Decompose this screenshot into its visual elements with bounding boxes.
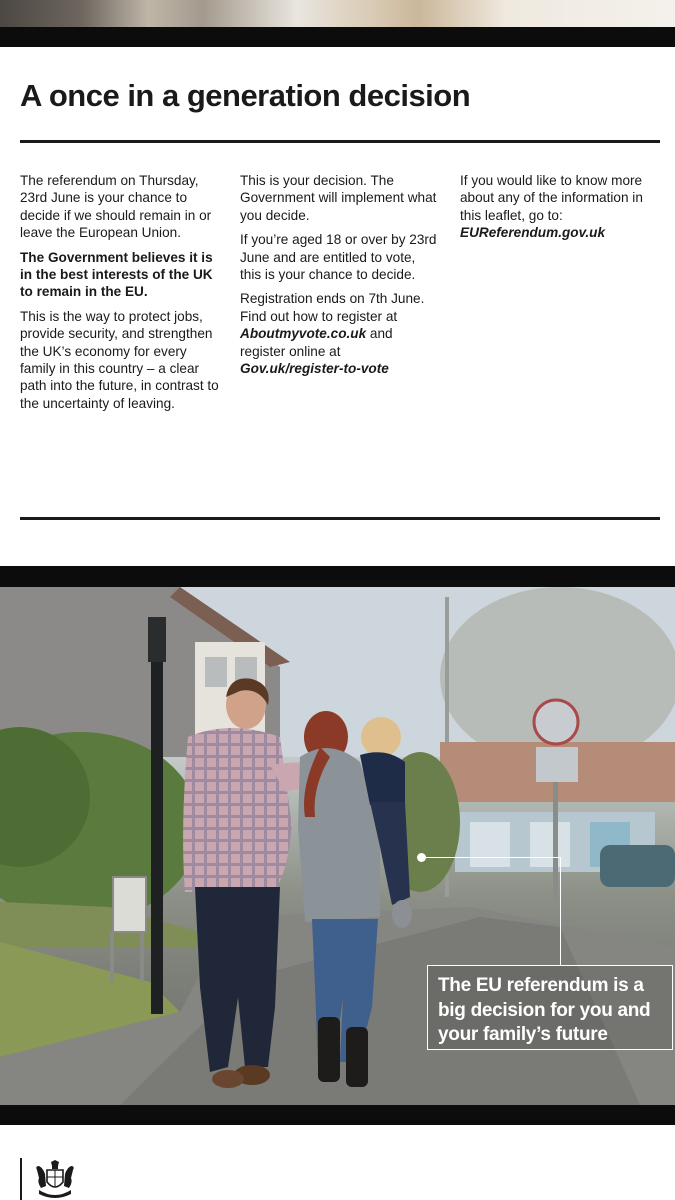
photo-caption: The EU referendum is a big decision for you and your family’s future	[427, 965, 673, 1050]
col3-paragraph-1	[460, 172, 660, 242]
col2-register-online-text: and register online at	[240, 326, 393, 359]
col1-paragraph-2: The Government believes it is in the best interests of the UK to remain in the EU.	[20, 249, 213, 300]
column-3	[460, 172, 660, 249]
col1-paragraph-1: The referendum on Thursday, 23rd June is your chance to decide if we should remain in or leave the European Union.	[20, 173, 212, 241]
column-1	[20, 172, 220, 419]
black-band-middle	[0, 566, 675, 587]
black-band-top	[0, 27, 675, 47]
top-rule	[20, 140, 660, 143]
page-title: A once in a generation decision	[20, 78, 471, 113]
register-to-vote-link[interactable]: Gov.uk/register-to-vote	[240, 361, 389, 377]
col1-paragraph-3: This is the way to protect jobs, provide security, and strengthen the UK’s economy for every family in this country – a clear path into the future, in contrast to the uncertainty of leaving.	[20, 308, 219, 411]
col2-paragraph-1: This is your decision. The Government will implement what you decide.	[240, 173, 437, 223]
aboutmyvote-link[interactable]: Aboutmyvote.co.uk	[240, 326, 367, 342]
col3-info-text: If you would like to know more about any of the information in this leaflet, go to:	[460, 173, 643, 223]
footer-divider	[20, 1158, 22, 1200]
bottom-rule	[20, 517, 660, 520]
eureferendum-link[interactable]: EUReferendum.gov.uk	[460, 225, 606, 241]
caption-pointer-line	[421, 857, 561, 858]
col2-paragraph-3	[240, 290, 440, 377]
col2-registration-text: Registration ends on 7th June. Find out how to register at	[240, 291, 425, 324]
top-photo-strip	[0, 0, 675, 27]
col2-paragraph-2: If you’re aged 18 or over by 23rd June and are entitled to vote, this is your chance to decide.	[240, 232, 437, 283]
caption-pointer-vertical	[560, 857, 561, 965]
column-2	[240, 172, 440, 384]
black-band-bottom	[0, 1105, 675, 1125]
royal-coat-of-arms-icon	[33, 1160, 77, 1200]
